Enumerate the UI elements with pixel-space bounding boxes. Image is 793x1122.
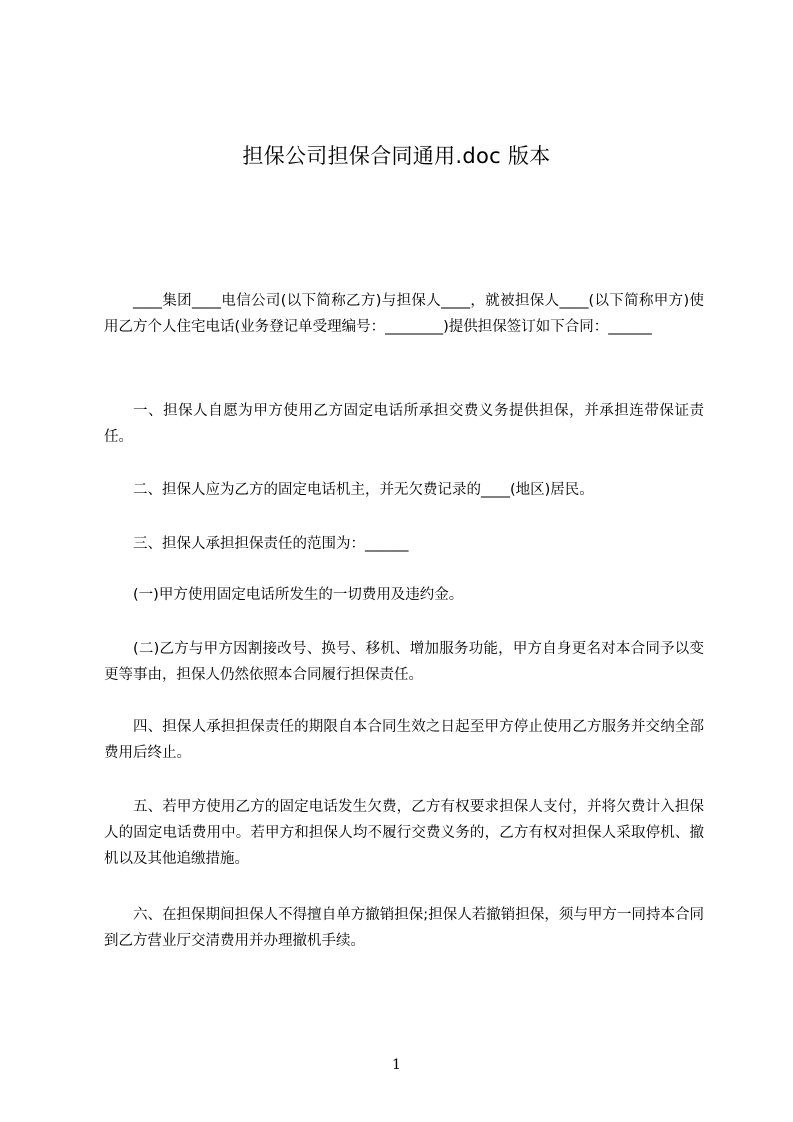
clause-4-paragraph: 四、担保人承担担保责任的期限自本合同生效之日起至甲方停止使用乙方服务并交纳全部费用后终止。 bbox=[104, 719, 704, 761]
document-title: 担保公司担保合同通用.doc 版本 bbox=[242, 144, 551, 168]
intro-paragraph: ____集团____电信公司(以下简称乙方)与担保人____，就被担保人____(以下简称甲方)使用乙方个人住宅电话(业务登记单受理编号：________)提供担保签订如下合同：______ bbox=[104, 293, 704, 335]
clause-3-item-1-paragraph: (一)甲方使用固定电话所发生的一切费用及违约金。 bbox=[133, 587, 464, 603]
clause-6-paragraph: 六、在担保期间担保人不得擅自单方撤销担保;担保人若撤销担保，须与甲方一同持本合同到乙方营业厅交清费用并办理撤机手续。 bbox=[104, 907, 704, 949]
clause-3-paragraph: 三、担保人承担担保责任的范围为：______ bbox=[133, 536, 409, 552]
clause-1-paragraph: 一、担保人自愿为甲方使用乙方固定电话所承担交费义务提供担保，并承担连带保证责任。 bbox=[104, 403, 704, 445]
clause-3-item-2-paragraph: (二)乙方与甲方因割接改号、换号、移机、增加服务功能，甲方自身更名对本合同予以变更等事由，担保人仍然依照本合同履行担保责任。 bbox=[104, 641, 704, 683]
page-number: 1 bbox=[392, 1057, 401, 1073]
clause-5-paragraph: 五、若甲方使用乙方的固定电话发生欠费，乙方有权要求担保人支付，并将欠费计入担保人的固定电话费用中。若甲方和担保人均不履行交费义务的，乙方有权对担保人采取停机、撤机以及其他追缴措施。 bbox=[104, 799, 704, 867]
clause-2-paragraph: 二、担保人应为乙方的固定电话机主，并无欠费记录的____(地区)居民。 bbox=[133, 482, 594, 498]
